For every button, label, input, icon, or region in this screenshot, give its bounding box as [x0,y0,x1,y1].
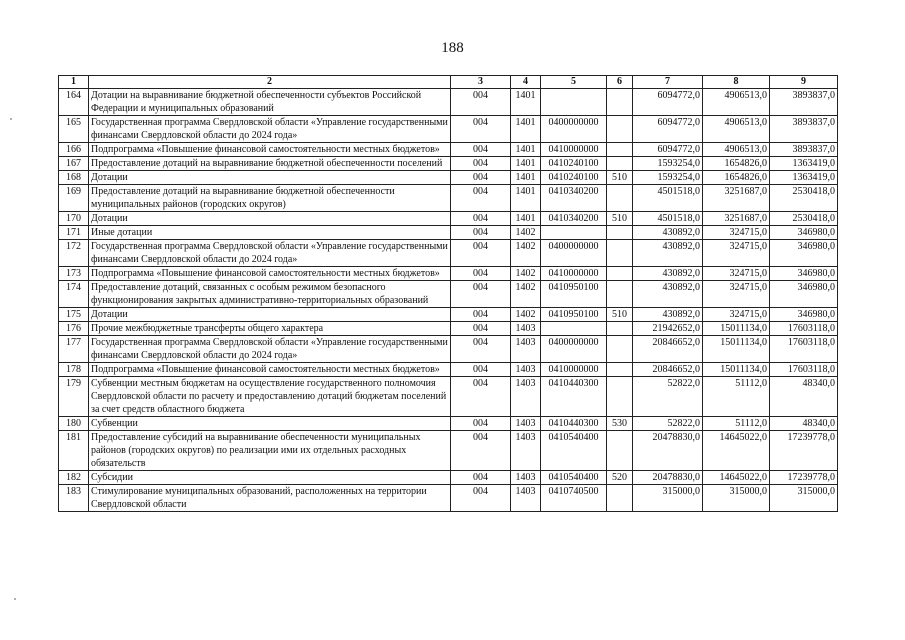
row-section-code-cell: 1403 [511,377,541,417]
row-name-cell: Подпрограмма «Повышение финансовой самостоятельности местных бюджетов» [89,143,451,157]
row-amount-2-cell: 324715,0 [703,240,770,267]
row-number-cell: 173 [59,267,89,281]
row-number-cell: 183 [59,485,89,512]
row-target-code-cell [541,226,607,240]
row-amount-3-cell: 346980,0 [770,267,838,281]
row-number-cell: 171 [59,226,89,240]
row-amount-1-cell: 20846652,0 [633,363,703,377]
row-amount-3-cell: 346980,0 [770,281,838,308]
row-amount-3-cell: 346980,0 [770,226,838,240]
row-amount-2-cell: 324715,0 [703,308,770,322]
row-expense-type-cell [607,185,633,212]
row-name-cell: Государственная программа Свердловской области «Управление государственными финансами Свердловской области до 2024 года» [89,240,451,267]
row-ministry-code-cell: 004 [451,336,511,363]
row-section-code-cell: 1402 [511,267,541,281]
row-target-code-cell: 0410000000 [541,267,607,281]
row-target-code-cell: 0410240100 [541,157,607,171]
row-amount-3-cell: 2530418,0 [770,185,838,212]
row-target-code-cell: 0410440300 [541,377,607,417]
row-expense-type-cell [607,431,633,471]
row-target-code-cell: 0410950100 [541,308,607,322]
row-amount-2-cell: 3251687,0 [703,185,770,212]
scan-speck [14,598,16,600]
row-section-code-cell: 1402 [511,308,541,322]
row-amount-3-cell: 17239778,0 [770,471,838,485]
row-amount-1-cell: 6094772,0 [633,116,703,143]
row-section-code-cell: 1401 [511,212,541,226]
row-number-cell: 174 [59,281,89,308]
row-ministry-code-cell: 004 [451,363,511,377]
row-target-code-cell: 0410950100 [541,281,607,308]
header-cell: 4 [511,76,541,89]
header-cell: 3 [451,76,511,89]
row-ministry-code-cell: 004 [451,377,511,417]
row-target-code-cell: 0410000000 [541,143,607,157]
row-ministry-code-cell: 004 [451,431,511,471]
table-row [59,267,838,281]
page-number: 188 [441,40,464,56]
table-row [59,89,838,116]
row-section-code-cell: 1403 [511,431,541,471]
row-amount-2-cell: 14645022,0 [703,431,770,471]
row-target-code-cell: 0410240100 [541,171,607,185]
row-ministry-code-cell: 004 [451,143,511,157]
row-amount-1-cell: 52822,0 [633,417,703,431]
row-amount-3-cell: 315000,0 [770,485,838,512]
row-amount-3-cell: 17239778,0 [770,431,838,471]
header-cell: 1 [59,76,89,89]
row-section-code-cell: 1402 [511,240,541,267]
row-section-code-cell: 1403 [511,417,541,431]
row-expense-type-cell: 520 [607,471,633,485]
row-expense-type-cell: 530 [607,417,633,431]
row-name-cell: Предоставление дотаций на выравнивание бюджетной обеспеченности муниципальных районов (городских округов) [89,185,451,212]
row-target-code-cell: 0410440300 [541,417,607,431]
row-name-cell: Государственная программа Свердловской области «Управление государственными финансами Свердловской области до 2024 года» [89,336,451,363]
row-name-cell: Дотации на выравнивание бюджетной обеспеченности субъектов Российской Федерации и муниципальных образований [89,89,451,116]
header-cell: 7 [633,76,703,89]
row-name-cell: Стимулирование муниципальных образований, расположенных на территории Свердловской области [89,485,451,512]
row-amount-1-cell: 20846652,0 [633,336,703,363]
table-row [59,471,838,485]
row-amount-2-cell: 15011134,0 [703,336,770,363]
row-amount-3-cell: 2530418,0 [770,212,838,226]
row-name-cell: Государственная программа Свердловской области «Управление государственными финансами Свердловской области до 2024 года» [89,116,451,143]
row-number-cell: 179 [59,377,89,417]
row-section-code-cell: 1402 [511,226,541,240]
row-expense-type-cell [607,226,633,240]
row-amount-2-cell: 15011134,0 [703,322,770,336]
row-section-code-cell: 1403 [511,322,541,336]
row-amount-1-cell: 4501518,0 [633,185,703,212]
row-number-cell: 168 [59,171,89,185]
row-amount-1-cell: 4501518,0 [633,212,703,226]
row-target-code-cell [541,89,607,116]
row-expense-type-cell: 510 [607,212,633,226]
row-ministry-code-cell: 004 [451,116,511,143]
row-amount-3-cell: 17603118,0 [770,322,838,336]
row-expense-type-cell [607,89,633,116]
row-ministry-code-cell: 004 [451,157,511,171]
row-ministry-code-cell: 004 [451,485,511,512]
row-target-code-cell: 0400000000 [541,240,607,267]
row-amount-2-cell: 1654826,0 [703,157,770,171]
row-amount-3-cell: 17603118,0 [770,336,838,363]
row-amount-3-cell: 1363419,0 [770,171,838,185]
table-row [59,226,838,240]
row-amount-1-cell: 1593254,0 [633,171,703,185]
table-header-row [59,76,838,89]
row-expense-type-cell [607,143,633,157]
row-amount-3-cell: 1363419,0 [770,157,838,171]
row-amount-1-cell: 430892,0 [633,240,703,267]
table-row [59,377,838,417]
row-target-code-cell: 0410340200 [541,212,607,226]
row-amount-2-cell: 51112,0 [703,417,770,431]
row-expense-type-cell [607,157,633,171]
table-row [59,157,838,171]
row-amount-2-cell: 4906513,0 [703,89,770,116]
row-name-cell: Предоставление субсидий на выравнивание обеспеченности муниципальных районов (городских округов) по реализации ими их отдельных расходных обязательств [89,431,451,471]
row-amount-3-cell: 48340,0 [770,377,838,417]
row-target-code-cell: 0400000000 [541,336,607,363]
row-ministry-code-cell: 004 [451,212,511,226]
row-expense-type-cell: 510 [607,171,633,185]
row-ministry-code-cell: 004 [451,308,511,322]
row-number-cell: 181 [59,431,89,471]
row-name-cell: Предоставление дотаций, связанных с особым режимом безопасного функционирования закрытых административно-территориальных образований [89,281,451,308]
row-expense-type-cell [607,377,633,417]
table-row [59,171,838,185]
row-expense-type-cell [607,363,633,377]
row-number-cell: 170 [59,212,89,226]
row-name-cell: Подпрограмма «Повышение финансовой самостоятельности местных бюджетов» [89,363,451,377]
row-number-cell: 166 [59,143,89,157]
row-amount-1-cell: 6094772,0 [633,89,703,116]
budget-table [58,75,838,512]
row-target-code-cell: 0410540400 [541,431,607,471]
row-amount-1-cell: 430892,0 [633,281,703,308]
table-row [59,281,838,308]
row-expense-type-cell: 510 [607,308,633,322]
row-number-cell: 177 [59,336,89,363]
table-row [59,336,838,363]
table-row [59,485,838,512]
row-name-cell: Дотации [89,171,451,185]
row-amount-2-cell: 15011134,0 [703,363,770,377]
row-target-code-cell: 0410340200 [541,185,607,212]
row-target-code-cell: 0410000000 [541,363,607,377]
row-amount-2-cell: 4906513,0 [703,116,770,143]
row-amount-3-cell: 17603118,0 [770,363,838,377]
table-row [59,363,838,377]
row-number-cell: 164 [59,89,89,116]
table-row [59,417,838,431]
row-amount-3-cell: 346980,0 [770,240,838,267]
row-name-cell: Дотации [89,308,451,322]
row-ministry-code-cell: 004 [451,471,511,485]
row-number-cell: 165 [59,116,89,143]
row-amount-1-cell: 430892,0 [633,267,703,281]
row-amount-3-cell: 3893837,0 [770,89,838,116]
row-name-cell: Дотации [89,212,451,226]
row-amount-1-cell: 430892,0 [633,226,703,240]
row-amount-2-cell: 3251687,0 [703,212,770,226]
row-section-code-cell: 1401 [511,157,541,171]
row-amount-1-cell: 430892,0 [633,308,703,322]
row-ministry-code-cell: 004 [451,226,511,240]
row-target-code-cell [541,322,607,336]
row-section-code-cell: 1401 [511,171,541,185]
table-row [59,308,838,322]
row-number-cell: 167 [59,157,89,171]
row-name-cell: Предоставление дотаций на выравнивание бюджетной обеспеченности поселений [89,157,451,171]
row-amount-1-cell: 20478830,0 [633,431,703,471]
row-amount-3-cell: 346980,0 [770,308,838,322]
row-ministry-code-cell: 004 [451,322,511,336]
row-amount-3-cell: 3893837,0 [770,116,838,143]
row-expense-type-cell [607,240,633,267]
row-target-code-cell: 0410740500 [541,485,607,512]
row-ministry-code-cell: 004 [451,171,511,185]
row-amount-2-cell: 324715,0 [703,267,770,281]
row-section-code-cell: 1403 [511,471,541,485]
row-expense-type-cell [607,336,633,363]
row-name-cell: Подпрограмма «Повышение финансовой самостоятельности местных бюджетов» [89,267,451,281]
row-amount-1-cell: 20478830,0 [633,471,703,485]
row-number-cell: 175 [59,308,89,322]
row-amount-2-cell: 14645022,0 [703,471,770,485]
row-section-code-cell: 1401 [511,143,541,157]
row-section-code-cell: 1401 [511,185,541,212]
row-amount-1-cell: 52822,0 [633,377,703,417]
table-row [59,185,838,212]
table-row [59,322,838,336]
row-amount-1-cell: 21942652,0 [633,322,703,336]
row-expense-type-cell [607,281,633,308]
row-target-code-cell: 0400000000 [541,116,607,143]
row-number-cell: 176 [59,322,89,336]
row-section-code-cell: 1403 [511,336,541,363]
row-ministry-code-cell: 004 [451,240,511,267]
row-amount-1-cell: 315000,0 [633,485,703,512]
header-cell: 2 [89,76,451,89]
row-ministry-code-cell: 004 [451,417,511,431]
row-number-cell: 178 [59,363,89,377]
row-expense-type-cell [607,485,633,512]
row-target-code-cell: 0410540400 [541,471,607,485]
row-expense-type-cell [607,267,633,281]
row-amount-2-cell: 324715,0 [703,281,770,308]
table-row [59,431,838,471]
row-name-cell: Субвенции [89,417,451,431]
row-section-code-cell: 1403 [511,485,541,512]
header-cell: 5 [541,76,607,89]
row-number-cell: 169 [59,185,89,212]
table-row [59,116,838,143]
row-number-cell: 172 [59,240,89,267]
row-amount-2-cell: 4906513,0 [703,143,770,157]
row-amount-2-cell: 315000,0 [703,485,770,512]
row-amount-2-cell: 51112,0 [703,377,770,417]
row-amount-3-cell: 3893837,0 [770,143,838,157]
row-ministry-code-cell: 004 [451,267,511,281]
table-row [59,143,838,157]
table-row [59,240,838,267]
header-cell: 8 [703,76,770,89]
row-expense-type-cell [607,116,633,143]
row-ministry-code-cell: 004 [451,89,511,116]
header-cell: 9 [770,76,838,89]
row-expense-type-cell [607,322,633,336]
row-name-cell: Иные дотации [89,226,451,240]
row-amount-1-cell: 6094772,0 [633,143,703,157]
row-name-cell: Субсидии [89,471,451,485]
row-amount-2-cell: 324715,0 [703,226,770,240]
row-section-code-cell: 1401 [511,89,541,116]
header-cell: 6 [607,76,633,89]
row-section-code-cell: 1402 [511,281,541,308]
row-section-code-cell: 1403 [511,363,541,377]
row-section-code-cell: 1401 [511,116,541,143]
row-name-cell: Субвенции местным бюджетам на осуществление государственного полномочия Свердловской области по расчету и предоставлению дотаций бюджетам поселений за счет средств областного бюджета [89,377,451,417]
row-ministry-code-cell: 004 [451,185,511,212]
row-name-cell: Прочие межбюджетные трансферты общего характера [89,322,451,336]
row-number-cell: 182 [59,471,89,485]
row-number-cell: 180 [59,417,89,431]
row-ministry-code-cell: 004 [451,281,511,308]
table-row [59,212,838,226]
scan-speck [10,118,12,120]
row-amount-2-cell: 1654826,0 [703,171,770,185]
row-amount-3-cell: 48340,0 [770,417,838,431]
row-amount-1-cell: 1593254,0 [633,157,703,171]
